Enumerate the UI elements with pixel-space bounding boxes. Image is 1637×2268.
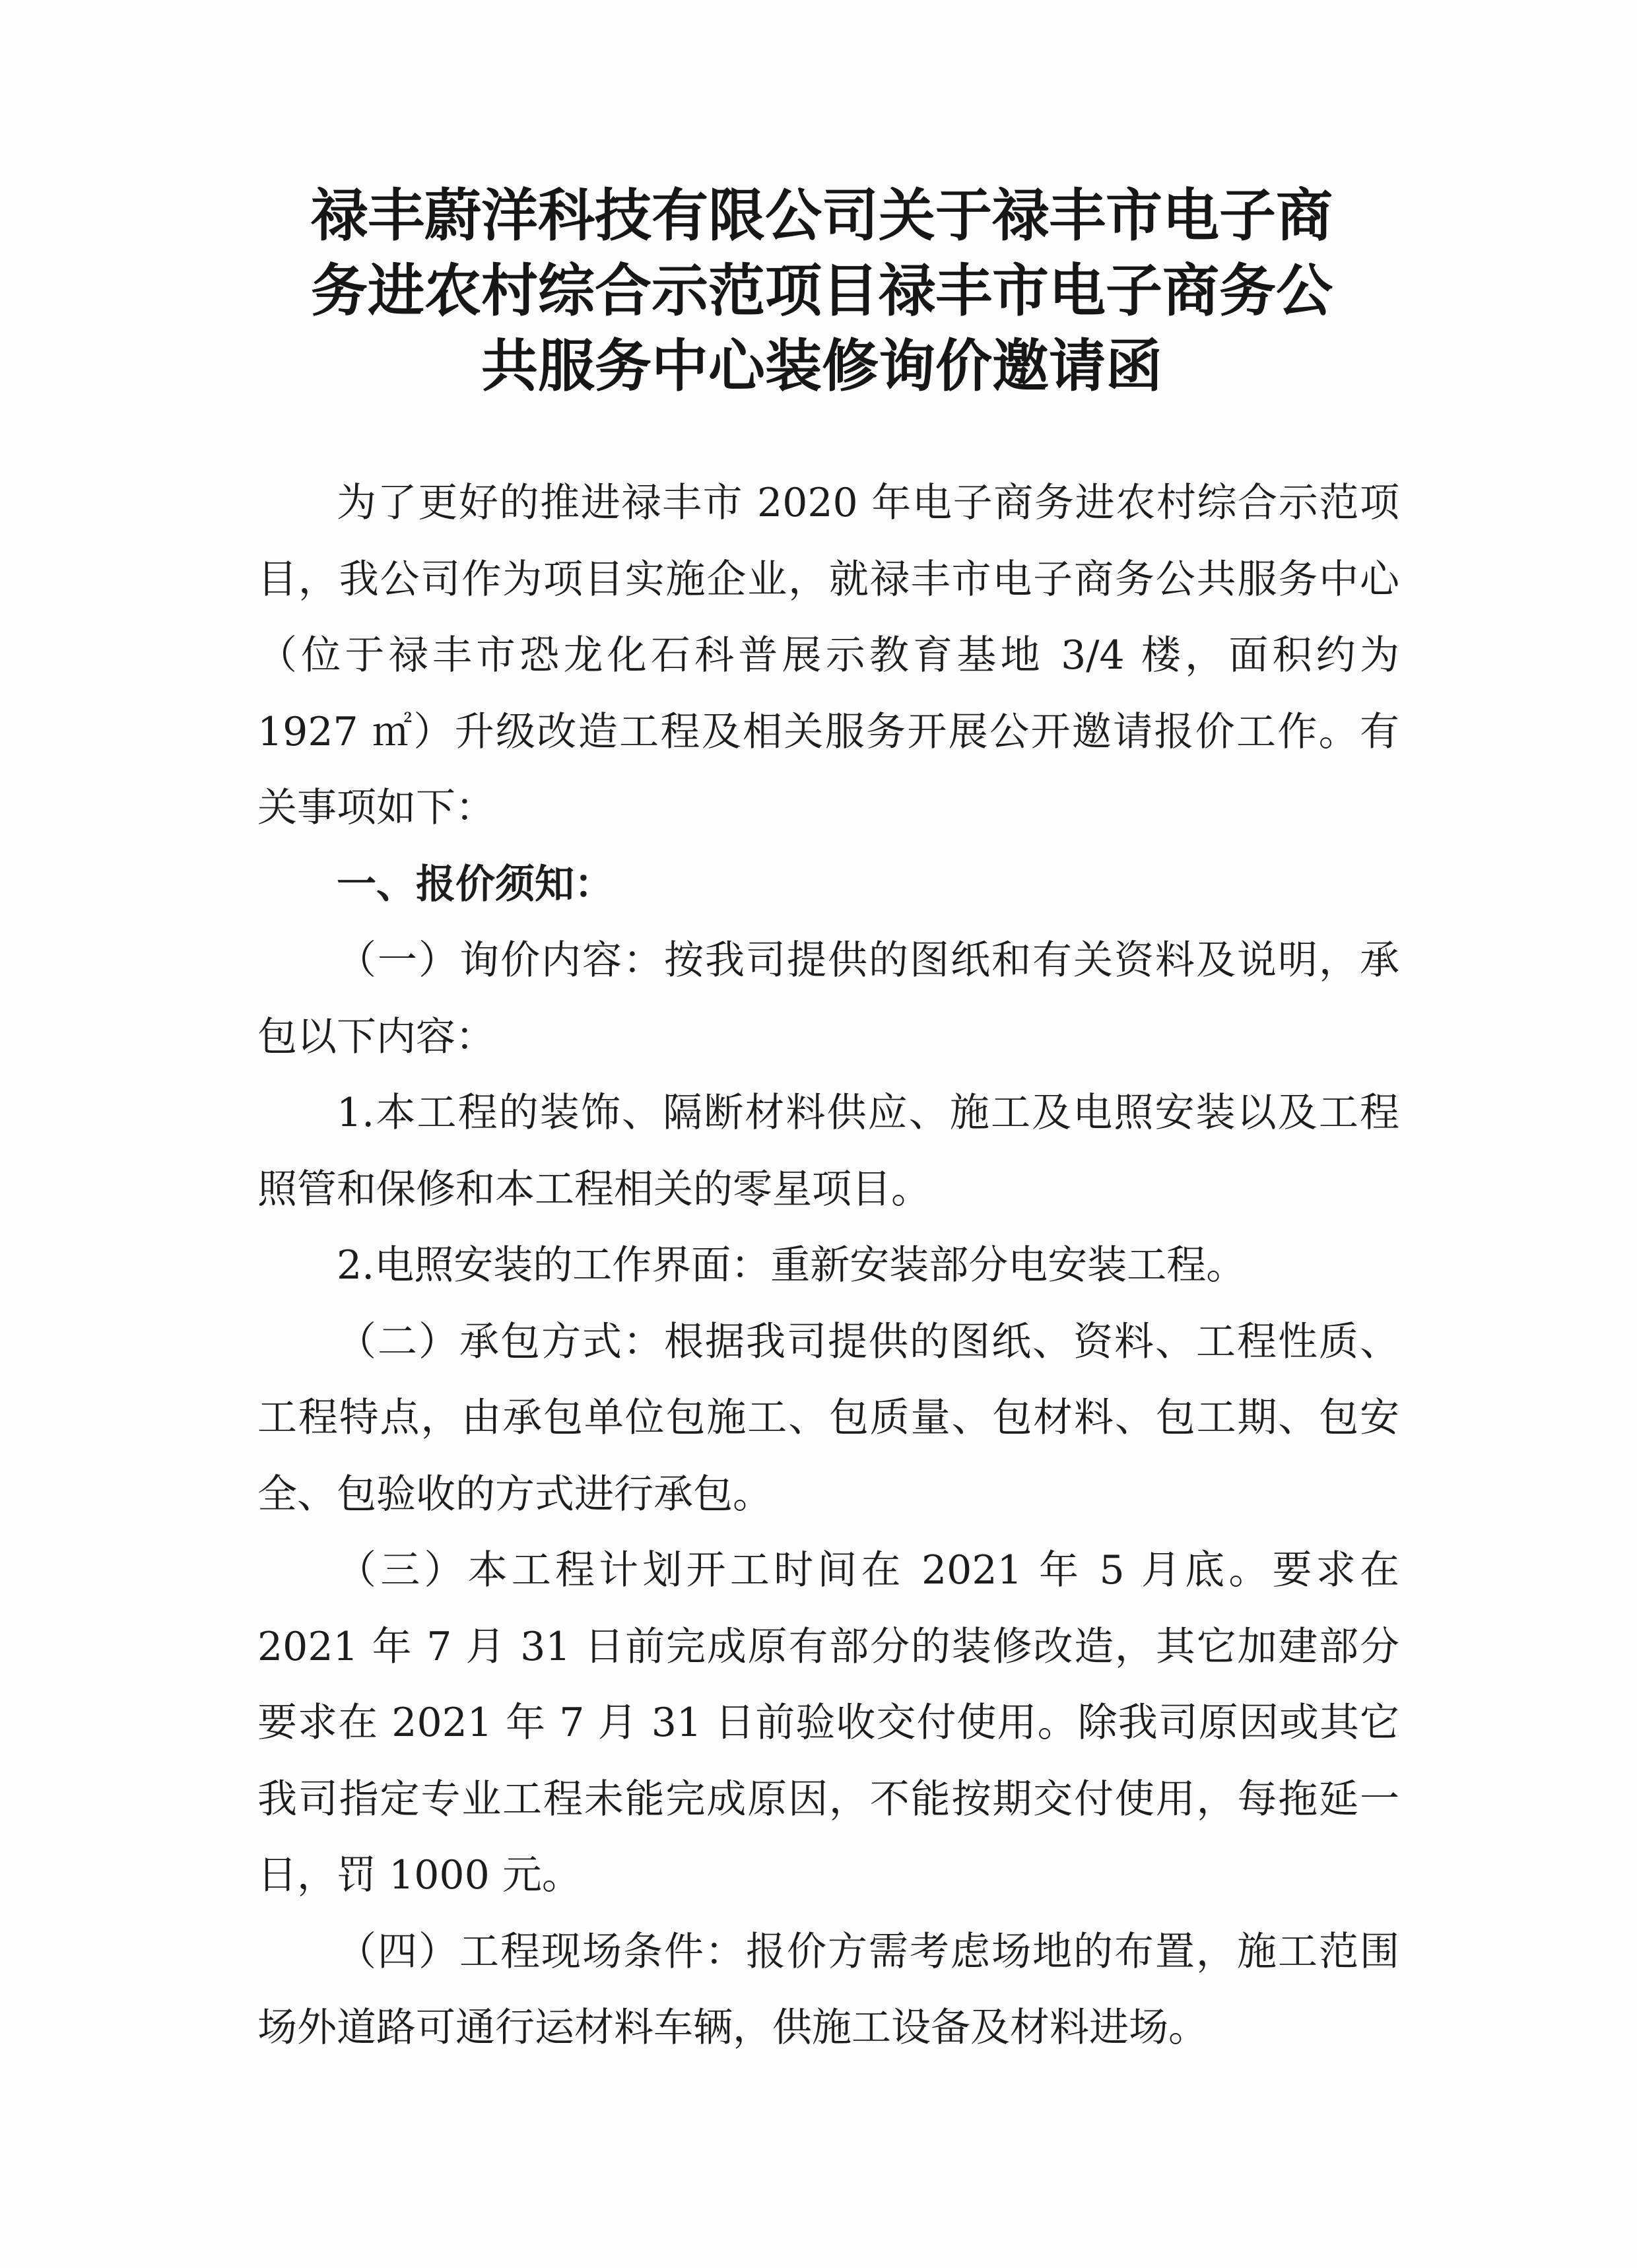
title-line: 共服务中心装修询价邀请函 (481, 333, 1162, 399)
title-line: 务进农村综合示范项目禄丰市电子商务公 (311, 257, 1333, 324)
body-paragraph: （二）承包方式：根据我司提供的图纸、资料、工程性质、工程特点，由承包单位包施工、包质量、包材料、包工期、包安全、包验收的方式进行承包。 (257, 1318, 1399, 1518)
intro-paragraph: 为了更好的推进禄丰市 2020 年电子商务进农村综合示范项目，我公司作为项目实施企业，就禄丰市电子商务公共服务中心（位于禄丰市恐龙化石科普展示教育基地 3/4 楼，面积约为 1927 ㎡）升级改造工程及相关服务开展公开邀请报价工作。有关事项如下： (257, 480, 1399, 831)
title-line: 禄丰蔚洋科技有限公司关于禄丰市电子商 (311, 182, 1333, 249)
body-paragraph: 1.本工程的装饰、隔断材料供应、施工及电照安装以及工程照管和保修和本工程相关的零星项目。 (257, 1090, 1399, 1213)
section-heading: 一、报价须知： (337, 861, 614, 908)
body-paragraph: （四）工程现场条件：报价方需考虑场地的布置，施工范围场外道路可通行运材料车辆，供施工设备及材料进场。 (257, 1928, 1399, 2051)
body-paragraph: （一）询价内容：按我司提供的图纸和有关资料及说明，承包以下内容： (257, 937, 1399, 1060)
document-body (257, 465, 1399, 2067)
body-paragraph: 2.电照安装的工作界面：重新安装部分电安装工程。 (337, 1242, 1246, 1288)
body-paragraph: （三）本工程计划开工时间在 2021 年 5 月底。要求在 2021 年 7 月 31 日前完成原有部分的装修改造，其它加建部分要求在 2021 年 7 月 31 日前验收交付使用。除我司原因或其它我司指定专业工程未能完成原因，不能按期交付使用，每拖延一日，罚 1000 元。 (257, 1547, 1399, 1898)
document-title (261, 178, 1383, 404)
